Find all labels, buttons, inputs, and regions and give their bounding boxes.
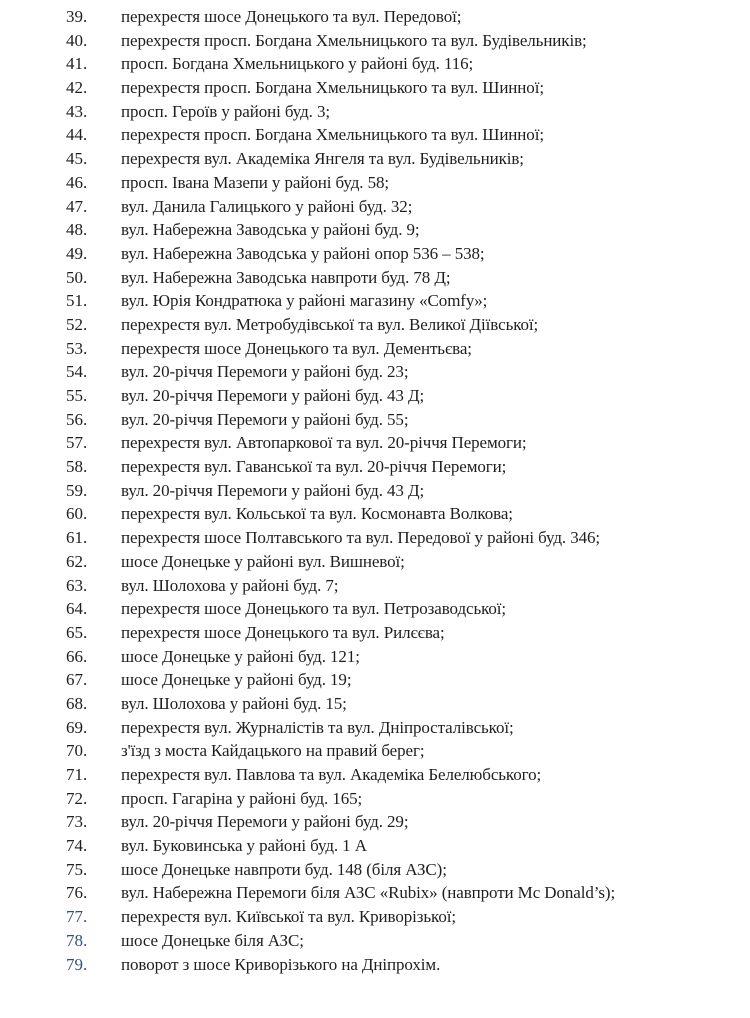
item-text: вул. 20-річчя Перемоги у районі буд. 43 Д;	[121, 386, 425, 405]
item-number: 60.	[66, 504, 88, 524]
item-number: 69.	[66, 717, 88, 737]
item-number: 40.	[66, 30, 88, 50]
list-item	[0, 479, 750, 503]
list-item	[0, 502, 750, 526]
item-text: вул. Набережна Перемоги біля АЗС «Rubix» (навпроти Mc Donald’s);	[121, 883, 616, 903]
list-item	[0, 5, 750, 29]
item-text: просп. Гагаріна у районі буд. 165;	[121, 788, 363, 808]
item-number: 39.	[66, 7, 88, 26]
item-number: 62.	[66, 551, 88, 571]
item-text: перехрестя шосе Донецького та вул. Дементьєва;	[121, 338, 472, 358]
list-item	[0, 905, 750, 929]
list-item	[0, 953, 750, 977]
item-text: перехрестя шосе Донецького та вул. Передової;	[121, 7, 462, 26]
list-item	[0, 52, 750, 76]
item-number: 56.	[66, 409, 88, 429]
item-text: просп. Богдана Хмельницького у районі буд. 116;	[121, 54, 474, 74]
item-text: з'їзд з моста Кайдацького на правий берег;	[121, 741, 425, 761]
item-number: 66.	[66, 646, 88, 666]
list-item	[0, 195, 750, 219]
item-number: 59.	[66, 480, 88, 500]
list-item	[0, 408, 750, 432]
list-item	[0, 881, 750, 905]
list-item	[0, 716, 750, 740]
item-text: шосе Донецьке у районі буд. 121;	[121, 646, 360, 666]
item-number: 57.	[66, 433, 88, 453]
item-number: 68.	[66, 693, 88, 713]
item-number: 58.	[66, 457, 88, 477]
item-text: вул. 20-річчя Перемоги у районі буд. 23;	[121, 362, 409, 382]
item-number: 49.	[66, 243, 88, 263]
item-number: 63.	[66, 575, 88, 595]
list-item	[0, 597, 750, 621]
list-item	[0, 645, 750, 669]
item-text: вул. Данила Галицького у районі буд. 32;	[121, 196, 413, 216]
item-number: 54.	[66, 362, 88, 382]
item-number: 70.	[66, 741, 88, 761]
item-text: вул. Шолохова у районі буд. 15;	[121, 693, 347, 713]
list-item	[0, 29, 750, 53]
list-item	[0, 313, 750, 337]
list-item	[0, 763, 750, 787]
list-item	[0, 147, 750, 171]
item-text: вул. 20-річчя Перемоги у районі буд. 43 Д;	[121, 480, 425, 500]
item-text: шосе Донецьке біля АЗС;	[121, 930, 304, 950]
item-text: вул. Юрія Кондратюка у районі магазину «Comfy»;	[121, 291, 488, 311]
item-text: перехрестя шосе Донецького та вул. Рилєєва;	[121, 622, 445, 642]
item-text: перехрестя вул. Метробудівської та вул. Великої Діївської;	[121, 314, 539, 334]
item-text: вул. Набережна Заводська навпроти буд. 78 Д;	[121, 267, 451, 287]
list-item	[0, 455, 750, 479]
list-item	[0, 550, 750, 574]
location-list	[0, 5, 750, 976]
item-number: 42.	[66, 78, 88, 98]
item-number: 51.	[66, 291, 88, 311]
item-number: 44.	[66, 125, 88, 145]
item-number: 67.	[66, 670, 88, 690]
list-item	[0, 834, 750, 858]
item-text: шосе Донецьке у районі буд. 19;	[121, 670, 352, 690]
item-text: перехрестя вул. Автопаркової та вул. 20-річчя Перемоги;	[121, 433, 527, 453]
item-text: просп. Героїв у районі буд. 3;	[121, 101, 331, 121]
item-text: перехрестя вул. Кольської та вул. Космонавта Волкова;	[121, 504, 513, 524]
list-item	[0, 218, 750, 242]
item-text: перехрестя просп. Богдана Хмельницького та вул. Шинної;	[121, 78, 544, 98]
item-text: просп. Івана Мазепи у районі буд. 58;	[121, 172, 390, 192]
item-text: перехрестя вул. Журналістів та вул. Дніпросталівської;	[121, 717, 514, 737]
list-item	[0, 337, 750, 361]
list-item	[0, 384, 750, 408]
item-number: 43.	[66, 101, 88, 121]
list-item	[0, 431, 750, 455]
item-text: вул. 20-річчя Перемоги у районі буд. 55;	[121, 409, 409, 429]
item-number: 72.	[66, 788, 88, 808]
list-item	[0, 266, 750, 290]
list-item	[0, 76, 750, 100]
item-number: 64.	[66, 599, 88, 619]
item-number: 76.	[66, 883, 88, 903]
item-text: вул. Шолохова у районі буд. 7;	[121, 575, 339, 595]
item-text: перехрестя просп. Богдана Хмельницького та вул. Будівельників;	[121, 30, 587, 50]
item-number: 61.	[66, 528, 88, 548]
list-item	[0, 668, 750, 692]
item-text: вул. 20-річчя Перемоги у районі буд. 29;	[121, 812, 409, 832]
item-number: 55.	[66, 386, 88, 405]
item-text: вул. Набережна Заводська у районі буд. 9;	[121, 220, 420, 240]
list-item	[0, 810, 750, 834]
item-text: перехрестя вул. Київської та вул. Криворізької;	[121, 907, 456, 927]
item-number: 46.	[66, 172, 88, 192]
list-item	[0, 526, 750, 550]
item-text: шосе Донецьке навпроти буд. 148 (біля АЗС);	[121, 859, 447, 879]
item-number: 75.	[66, 859, 88, 879]
item-number: 74.	[66, 836, 88, 856]
item-text: шосе Донецьке у районі вул. Вишневої;	[121, 551, 405, 571]
item-number: 47.	[66, 196, 88, 216]
item-number: 41.	[66, 54, 88, 74]
item-number: 79.	[66, 954, 88, 974]
item-number: 78.	[66, 930, 88, 950]
item-text: перехрестя шосе Полтавського та вул. Передової у районі буд. 346;	[121, 528, 601, 548]
item-number: 45.	[66, 149, 88, 169]
list-item	[0, 360, 750, 384]
item-number: 71.	[66, 765, 88, 784]
item-text: перехрестя вул. Павлова та вул. Академіка Белелюбського;	[121, 765, 542, 784]
item-text: поворот з шосе Криворізького на Дніпрохім.	[121, 954, 441, 974]
list-item	[0, 739, 750, 763]
item-text: перехрестя вул. Академіка Янгеля та вул. Будівельників;	[121, 149, 524, 169]
item-number: 73.	[66, 812, 88, 832]
item-text: вул. Набережна Заводська у районі опор 536 – 538;	[121, 243, 485, 263]
item-text: вул. Буковинська у районі буд. 1 А	[121, 836, 367, 856]
list-item	[0, 929, 750, 953]
item-text: перехрестя просп. Богдана Хмельницького та вул. Шинної;	[121, 125, 544, 145]
list-item	[0, 100, 750, 124]
list-item	[0, 574, 750, 598]
item-number: 65.	[66, 622, 88, 642]
list-item	[0, 171, 750, 195]
list-item	[0, 787, 750, 811]
item-number: 48.	[66, 220, 88, 240]
item-text: перехрестя вул. Гаванської та вул. 20-річчя Перемоги;	[121, 457, 507, 477]
item-number: 50.	[66, 267, 88, 287]
list-item	[0, 858, 750, 882]
list-item	[0, 621, 750, 645]
list-item	[0, 123, 750, 147]
list-item	[0, 692, 750, 716]
item-number: 52.	[66, 314, 88, 334]
list-item	[0, 242, 750, 266]
item-number: 77.	[66, 907, 88, 927]
item-text: перехрестя шосе Донецького та вул. Петрозаводської;	[121, 599, 507, 619]
item-number: 53.	[66, 338, 88, 358]
list-item	[0, 289, 750, 313]
